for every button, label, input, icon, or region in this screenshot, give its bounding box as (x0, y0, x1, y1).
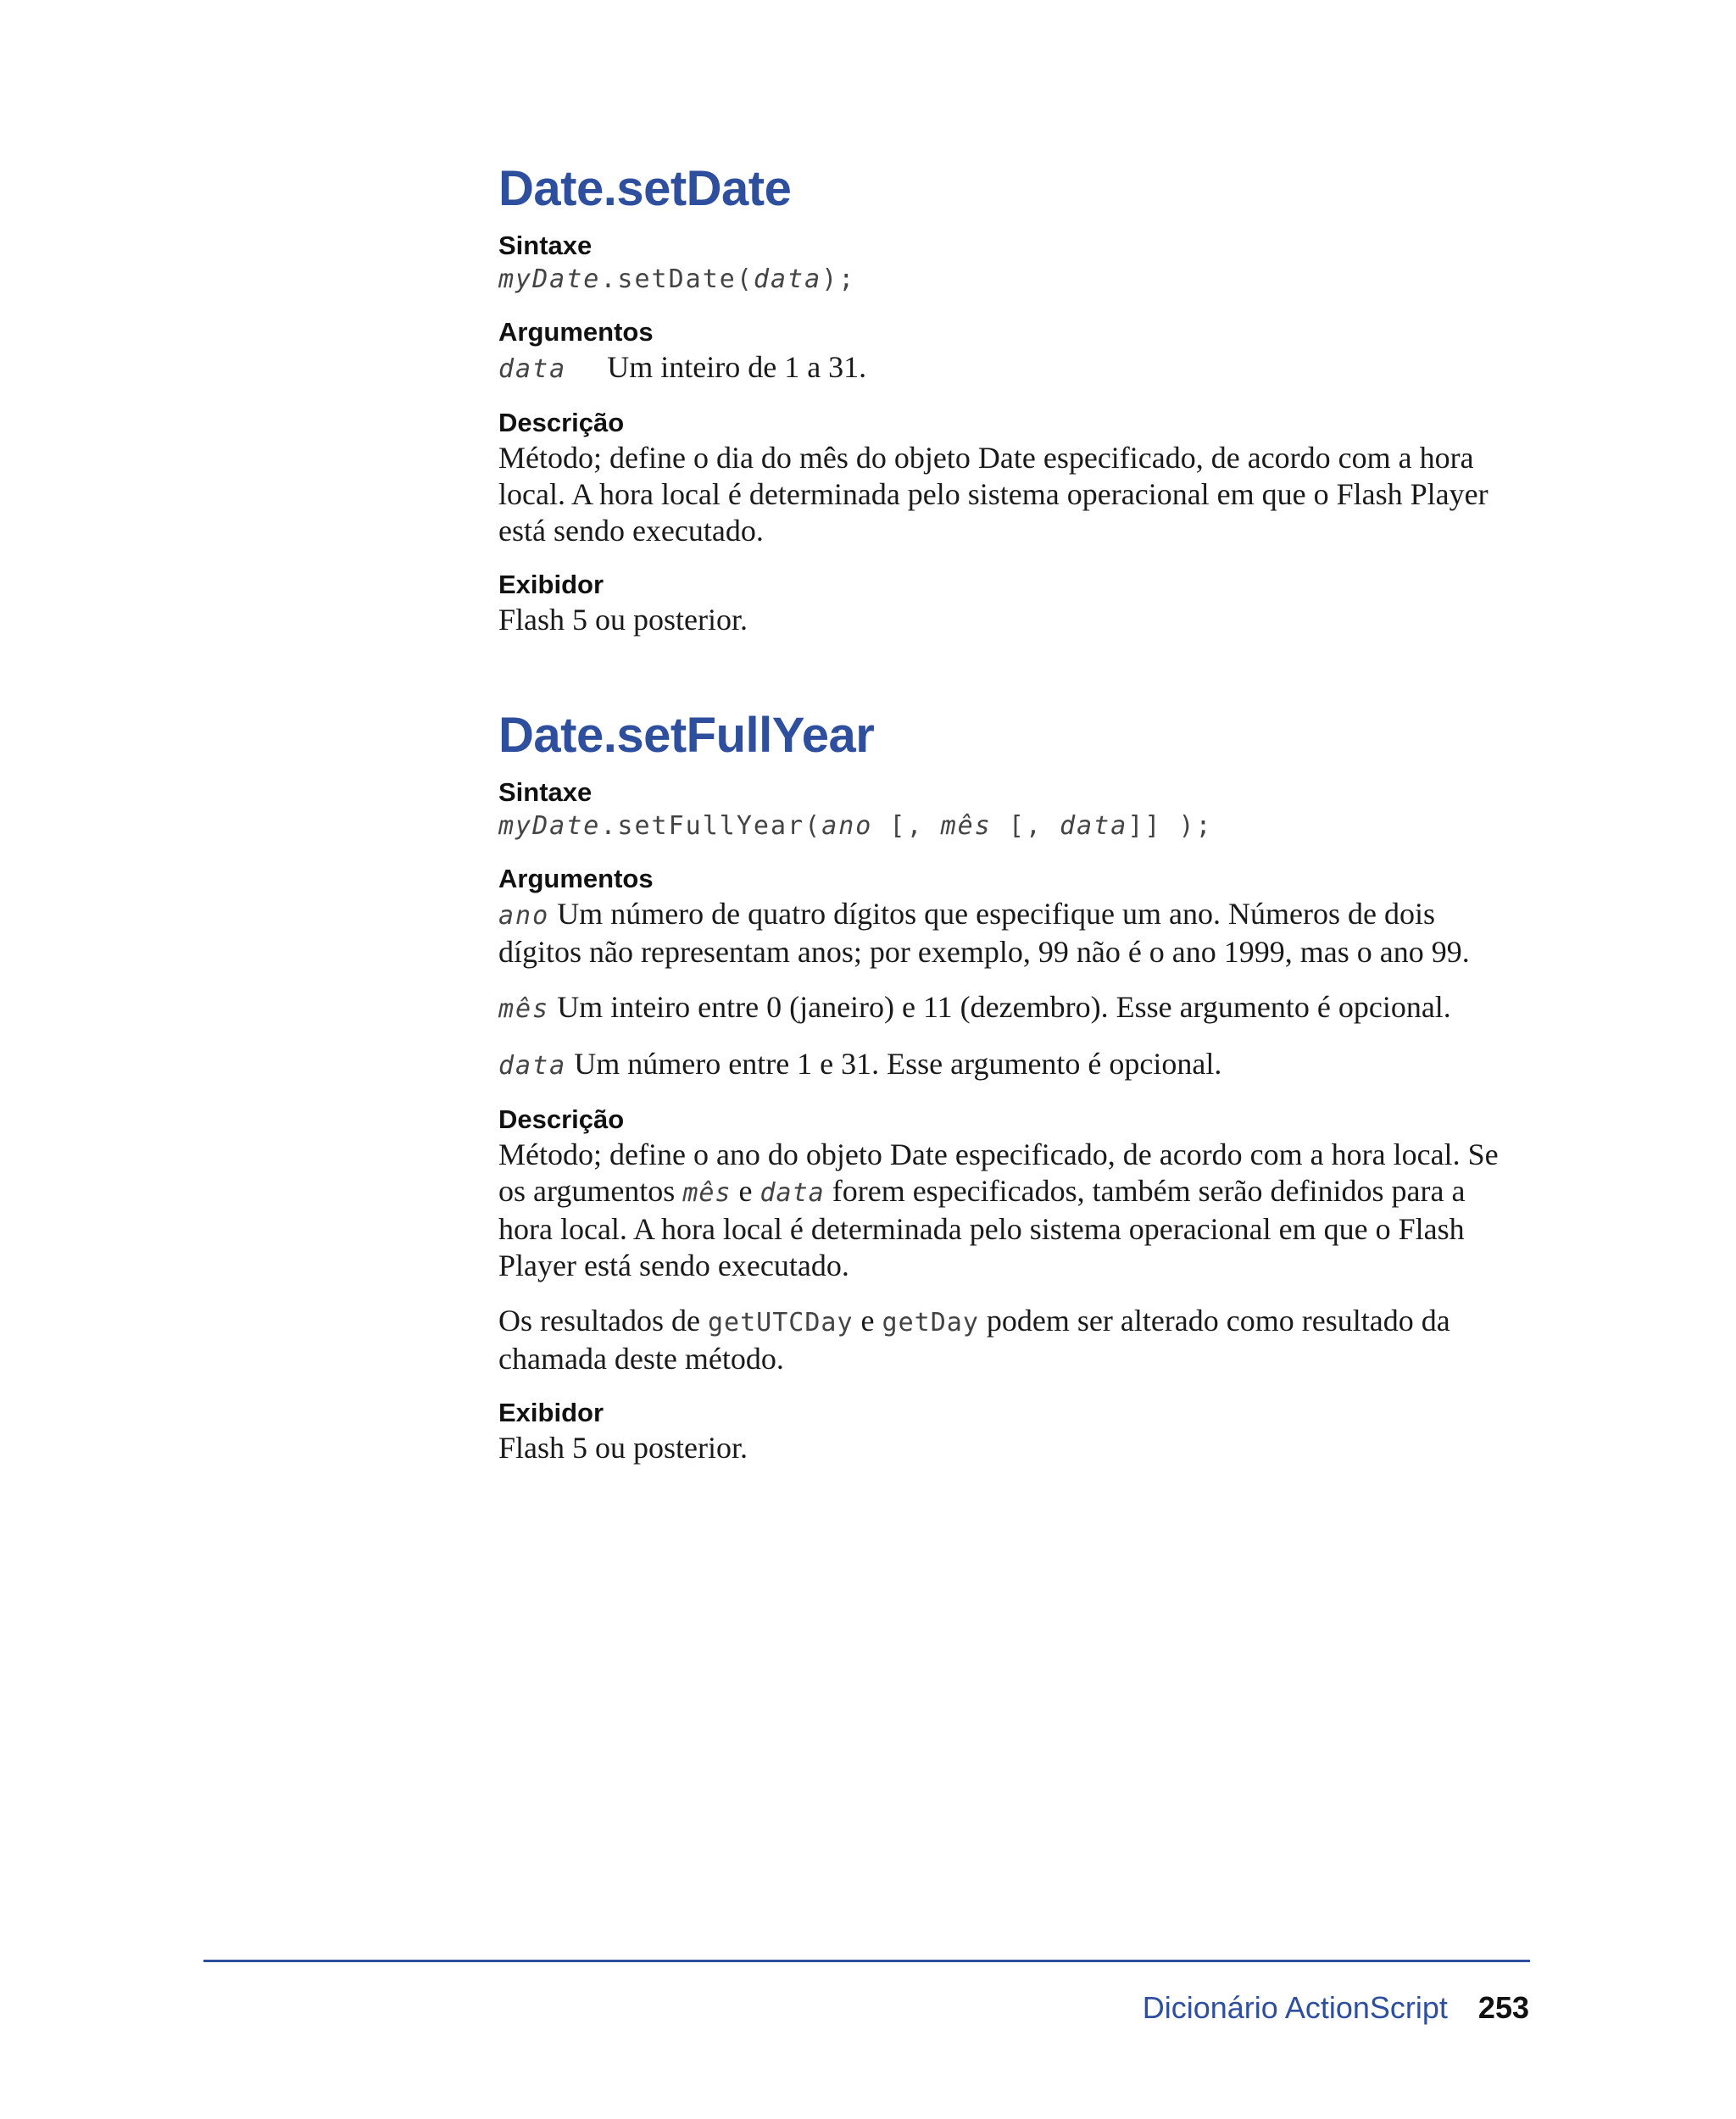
syntax-arg-data: data (1060, 811, 1128, 841)
description-text (498, 1303, 1516, 1377)
footer-rule (203, 1960, 1530, 1962)
syntax-code (498, 263, 1516, 297)
syntax-sep: [, (991, 811, 1060, 841)
syntax-end: ]] ); (1127, 811, 1213, 841)
argument-item (498, 896, 1516, 971)
arguments-label: Argumentos (498, 317, 654, 347)
player-text: Flash 5 ou posterior. (498, 603, 748, 637)
argument-item (498, 989, 1516, 1027)
argument-name: ano (498, 901, 550, 931)
argument-item (498, 1046, 1516, 1084)
description-fragment: e (853, 1304, 882, 1338)
argument-desc: Um inteiro de 1 a 31. (607, 350, 867, 384)
syntax-method: .setDate( (600, 264, 754, 294)
section-title-setdate: Date.setDate (498, 161, 792, 216)
description-text (498, 1137, 1516, 1284)
description-text: Método; define o dia do mês do objeto Date especificado, de acordo com a hora local. A hora local é determinada pelo sistema operacional em que o Flash Player está sendo executado. (498, 441, 1488, 548)
syntax-object: myDate (498, 811, 601, 841)
argument-desc: Um número entre 1 e 31. Esse argumento é opcional. (574, 1047, 1222, 1081)
footer-title: Dicionário ActionScript (1142, 1990, 1448, 2025)
argument-name: data (498, 1051, 567, 1081)
section-title-setfullyear: Date.setFullYear (498, 708, 875, 763)
page-footer (1143, 1990, 1529, 2026)
syntax-arg-mes: mês (940, 811, 992, 841)
arguments-label: Argumentos (498, 864, 654, 893)
description-fragment: podem ser alterado como resultado da chamada deste método. (498, 1304, 1450, 1376)
syntax-sep: [, (872, 811, 941, 841)
syntax-object: myDate (498, 264, 601, 294)
syntax-method: .setFullYear( (600, 811, 822, 841)
inline-code-data: data (760, 1178, 825, 1208)
description-label: Descrição (498, 1104, 625, 1134)
inline-code-mes: mês (682, 1178, 732, 1208)
page-number: 253 (1477, 1990, 1529, 2025)
argument-name: mês (498, 994, 550, 1024)
player-text: Flash 5 ou posterior. (498, 1431, 748, 1465)
page-content (498, 159, 1516, 1466)
description-fragment: forem especificados, também serão definidos para a hora local. A hora local é determinada pelo sistema operacional em que o Flash Player está sendo executado. (498, 1174, 1466, 1282)
player-label: Exibidor (498, 570, 604, 599)
syntax-end: ); (821, 264, 856, 294)
argument-desc: Um inteiro entre 0 (janeiro) e 11 (dezembro). Esse argumento é opcional. (557, 990, 1451, 1024)
argument-desc: Um número de quatro dígitos que especifique um ano. Números de dois dígitos não representam anos; por exemplo, 99 não é o ano 1999, mas o ano 99. (498, 897, 1470, 969)
syntax-label: Sintaxe (498, 231, 593, 260)
description-label: Descrição (498, 408, 625, 437)
inline-code-getutcday: getUTCDay (707, 1308, 854, 1338)
description-fragment: Método; define o ano do objeto Date especificado, de acordo com a hora local. Se os argumentos (498, 1137, 1499, 1208)
syntax-code (498, 809, 1516, 843)
syntax-arg-ano: ano (821, 811, 873, 841)
description-fragment: e (731, 1174, 760, 1208)
argument-name: data (498, 354, 567, 384)
syntax-label: Sintaxe (498, 777, 593, 807)
inline-code-getday: getDay (882, 1308, 979, 1338)
syntax-arg: data (753, 264, 822, 294)
player-label: Exibidor (498, 1398, 604, 1427)
description-fragment: Os resultados de (498, 1304, 708, 1338)
argument-item (498, 349, 1516, 387)
